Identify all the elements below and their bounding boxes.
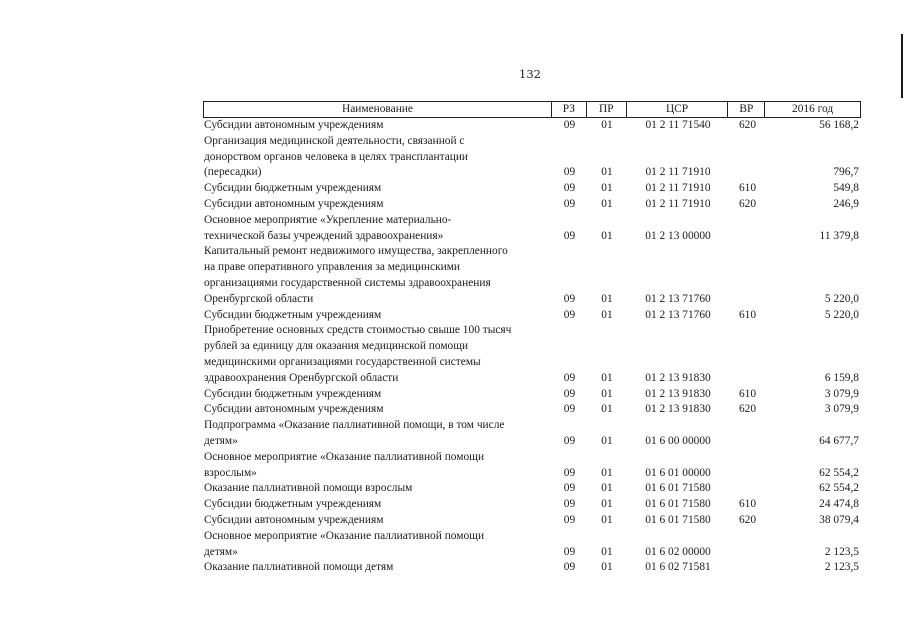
row-csr: 01 2 13 71760 [645, 308, 711, 321]
row-sum: 62 554,2 [819, 466, 859, 479]
row-csr: 01 2 13 91830 [645, 403, 711, 416]
row-sum: 24 474,8 [819, 498, 859, 511]
row-rz: 09 [563, 498, 576, 511]
row-pr: 01 [601, 482, 613, 495]
row-csr: 01 2 13 91830 [645, 371, 711, 384]
row-rz: 09 [563, 403, 576, 416]
row-sum: 246,9 [833, 197, 859, 210]
row-sum: 11 379,8 [819, 229, 859, 242]
table-row [203, 402, 861, 418]
row-name-line: Субсидии бюджетным учреждениям [204, 308, 382, 321]
row-pr: 01 [601, 119, 613, 131]
row-pr: 01 [601, 403, 613, 416]
row-csr: 01 6 01 71580 [645, 513, 711, 526]
row-name-line: на праве оперативного управления за медицинскими [204, 261, 461, 274]
row-name [203, 513, 552, 529]
row-name-line: Субсидии автономным учреждениям [204, 403, 384, 416]
row-pr: 01 [601, 561, 613, 574]
table-row [203, 213, 861, 245]
table-header [203, 101, 861, 118]
table-row [203, 450, 861, 482]
scan-edge-line [901, 34, 903, 98]
row-rz: 09 [563, 545, 576, 558]
row-name-line: Подпрограмма «Оказание паллиативной помощи, в том числе [204, 419, 505, 432]
row-pr: 01 [601, 229, 613, 242]
row-rz: 09 [563, 197, 576, 210]
row-vr: 610 [738, 498, 757, 511]
table-row [203, 418, 861, 450]
row-csr: 01 6 01 00000 [645, 466, 711, 479]
row-name [203, 197, 552, 213]
row-sum: 2 123,5 [824, 561, 859, 574]
row-name-line: Оренбургской области [204, 292, 314, 305]
row-name-line: Основное мероприятие «Оказание паллиативной помощи [204, 450, 485, 463]
table-row [203, 497, 861, 513]
header-year: 2016 год [792, 103, 834, 115]
table-row [203, 118, 861, 134]
row-pr: 01 [601, 371, 613, 384]
row-name-line: детям» [204, 434, 238, 447]
header-rz: РЗ [552, 102, 587, 117]
row-name-line: здравоохранения Оренбургской области [204, 371, 399, 384]
row-csr: 01 6 02 00000 [645, 545, 711, 558]
row-vr: 620 [738, 197, 757, 210]
row-rz: 09 [563, 482, 576, 495]
row-name-line: Оказание паллиативной помощи детям [204, 561, 394, 574]
row-rz: 09 [563, 561, 576, 574]
budget-table [203, 101, 861, 576]
row-name [203, 450, 552, 482]
table-body [203, 118, 861, 576]
row-name [203, 244, 552, 307]
row-vr: 610 [738, 308, 757, 321]
row-name-line: организациями государственной системы здравоохранения [204, 276, 491, 289]
row-name [203, 481, 552, 497]
row-name [203, 560, 552, 576]
row-rz: 09 [563, 119, 576, 131]
row-name-line: донорством органов человека в целях трансплантации [204, 150, 469, 163]
row-name-line: рублей за единицу для оказания медицинской помощи [204, 340, 469, 353]
row-rz: 09 [563, 182, 576, 195]
row-sum: 5 220,0 [824, 292, 859, 305]
row-sum: 796,7 [833, 166, 859, 179]
row-pr: 01 [601, 166, 613, 179]
table-row [203, 323, 861, 386]
page-number: 132 [519, 67, 541, 81]
row-name [203, 497, 552, 513]
row-name-line: Оказание паллиативной помощи взрослым [204, 482, 413, 495]
row-name-line: детям» [204, 545, 238, 558]
row-csr: 01 6 00 00000 [645, 434, 711, 447]
row-name-line: технической базы учреждений здравоохранения» [204, 229, 444, 242]
row-name-line: Субсидии автономным учреждениям [204, 513, 384, 526]
row-rz: 09 [563, 292, 576, 305]
row-rz: 09 [563, 371, 576, 384]
row-csr: 01 6 02 71581 [645, 561, 711, 574]
row-name-line: Субсидии автономным учреждениям [204, 119, 384, 131]
row-name [203, 118, 552, 134]
row-csr: 01 2 11 71910 [645, 197, 711, 210]
row-pr: 01 [601, 513, 613, 526]
row-name [203, 387, 552, 403]
row-name [203, 529, 552, 561]
row-csr: 01 2 11 71910 [645, 182, 711, 195]
row-sum: 38 079,4 [819, 513, 859, 526]
row-name-line: Субсидии бюджетным учреждениям [204, 498, 382, 511]
row-sum: 3 079,9 [824, 403, 859, 416]
table-row [203, 134, 861, 181]
row-csr: 01 2 13 91830 [645, 387, 711, 400]
table-row [203, 513, 861, 529]
row-rz: 09 [563, 387, 576, 400]
row-name-line: Основное мероприятие «Оказание паллиативной помощи [204, 529, 485, 542]
row-pr: 01 [601, 545, 613, 558]
table-row [203, 529, 861, 561]
row-name-line: Организация медицинской деятельности, связанной с [204, 134, 465, 147]
row-name [203, 308, 552, 324]
row-rz: 09 [563, 229, 576, 242]
row-name-line: взрослым» [204, 466, 257, 479]
row-csr: 01 2 11 71540 [645, 119, 711, 131]
row-csr: 01 2 11 71910 [645, 166, 711, 179]
row-name-line: Субсидии автономным учреждениям [204, 197, 384, 210]
row-vr: 620 [738, 119, 757, 131]
header-pr: ПР [587, 102, 627, 117]
row-name-line: Капитальный ремонт недвижимого имущества, закрепленного [204, 245, 508, 258]
table-row [203, 197, 861, 213]
header-csr: ЦСР [627, 102, 729, 117]
row-rz: 09 [563, 308, 576, 321]
header-vr: ВР [728, 102, 765, 117]
row-pr: 01 [601, 197, 613, 210]
row-pr: 01 [601, 292, 613, 305]
row-name-line: Субсидии бюджетным учреждениям [204, 182, 382, 195]
row-vr: 610 [738, 182, 757, 195]
row-sum: 549,8 [833, 182, 859, 195]
row-sum: 5 220,0 [824, 308, 859, 321]
row-csr: 01 2 13 00000 [645, 229, 711, 242]
row-csr: 01 6 01 71580 [645, 482, 711, 495]
row-sum: 64 677,7 [819, 434, 859, 447]
row-pr: 01 [601, 387, 613, 400]
row-sum: 3 079,9 [824, 387, 859, 400]
table-row [203, 560, 861, 576]
row-pr: 01 [601, 434, 613, 447]
row-vr: 610 [738, 387, 757, 400]
row-name [203, 213, 552, 245]
row-pr: 01 [601, 182, 613, 195]
row-rz: 09 [563, 466, 576, 479]
row-name [203, 134, 552, 181]
row-rz: 09 [563, 513, 576, 526]
row-vr: 620 [738, 403, 757, 416]
row-rz: 09 [563, 166, 576, 179]
row-name-line: Субсидии бюджетным учреждениям [204, 387, 382, 400]
table-row [203, 181, 861, 197]
row-name [203, 323, 552, 386]
row-name [203, 181, 552, 197]
table-row [203, 244, 861, 307]
row-name-line: Основное мероприятие «Укрепление материально- [204, 213, 452, 226]
row-pr: 01 [601, 308, 613, 321]
table-row [203, 481, 861, 497]
row-name [203, 402, 552, 418]
row-name-line: медицинскими организациями государственной системы [204, 355, 481, 368]
row-name-line: Приобретение основных средств стоимостью свыше 100 тысяч [204, 324, 512, 337]
row-name [203, 418, 552, 450]
row-sum: 2 123,5 [824, 545, 859, 558]
table-row [203, 387, 861, 403]
row-pr: 01 [601, 466, 613, 479]
row-csr: 01 2 13 71760 [645, 292, 711, 305]
row-rz: 09 [563, 434, 576, 447]
row-pr: 01 [601, 498, 613, 511]
row-sum: 56 168,2 [819, 119, 859, 131]
row-csr: 01 6 01 71580 [645, 498, 711, 511]
row-sum: 6 159,8 [824, 371, 859, 384]
header-name: Наименование [204, 102, 552, 117]
row-name-line: (пересадки) [204, 166, 262, 179]
table-row [203, 308, 861, 324]
row-vr: 620 [738, 513, 757, 526]
row-sum: 62 554,2 [819, 482, 859, 495]
